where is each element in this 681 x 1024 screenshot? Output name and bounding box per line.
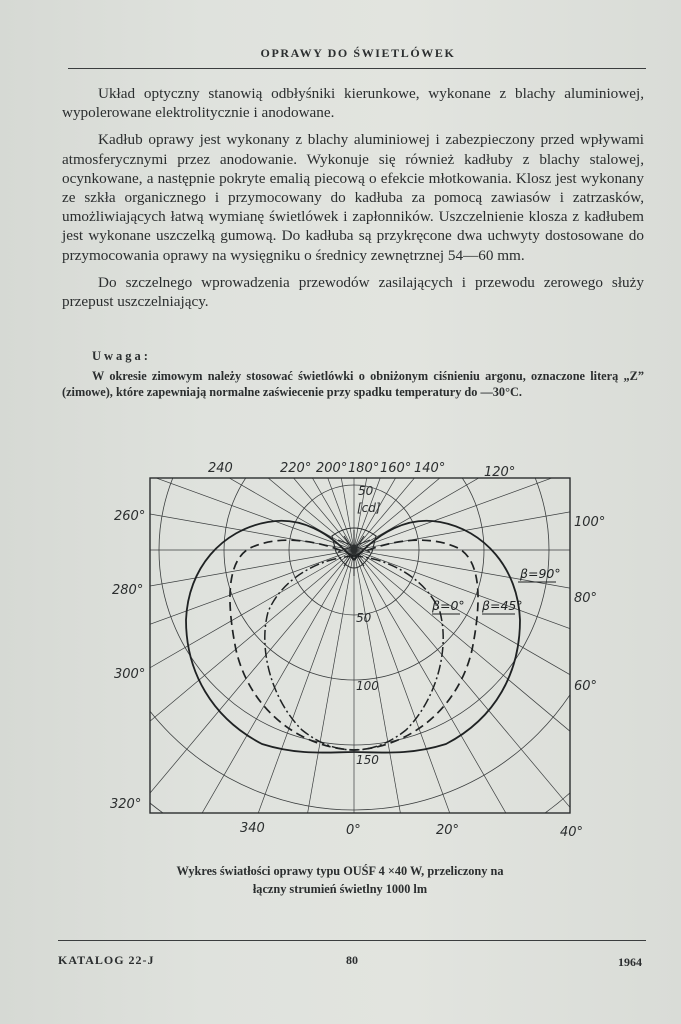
angle-label-140: 140°: [414, 461, 446, 476]
footer-rule: [58, 940, 646, 941]
angle-label-220: 220°: [280, 461, 312, 476]
angle-label-320: 320°: [110, 797, 142, 812]
note-text: [62, 368, 644, 400]
radial-label-50: 50: [356, 611, 372, 625]
radial-label-50-top: 50: [358, 484, 374, 498]
body-text: [62, 84, 644, 319]
note-title: Uwaga:: [92, 349, 151, 363]
grid-spoke: [149, 550, 354, 1024]
polar-intensity-diagram: [100, 452, 606, 842]
radial-label-100: 100: [356, 679, 379, 693]
angle-label-200: 200°: [316, 461, 348, 476]
curve-label-beta-90: β=90°: [520, 566, 561, 581]
angle-label-0: 0°: [346, 823, 361, 838]
paragraph-wiring: Do szczelnego wprowadzenia przewodów zasilających i przewodu zerowego służy przepust uszczelniający.: [62, 273, 644, 311]
header-rule: [68, 68, 646, 69]
angle-label-60: 60°: [574, 679, 598, 694]
catalog-label: KATALOG 22-J: [58, 953, 155, 967]
paragraph-optics: Układ optyczny stanowią odbłyśniki kierunkowe, wykonane z blachy aluminiowej, wypolerowane elektrolitycznie i anodowane.: [62, 85, 644, 122]
angle-label-40: 40°: [560, 825, 584, 840]
angle-label-160: 160°: [380, 461, 412, 476]
radial-label-150: 150: [356, 753, 379, 767]
curve-label-beta-45: β=45°: [482, 598, 523, 613]
angle-label-180: 180°: [348, 461, 380, 476]
angle-label-260: 260°: [114, 509, 146, 524]
diagram-caption: [100, 862, 580, 898]
unit-label: [cd]: [357, 501, 381, 515]
grid-spoke: [0, 550, 354, 654]
angle-label-120: 120°: [484, 465, 516, 480]
angle-label-300: 300°: [114, 667, 146, 682]
grid-spoke: [354, 550, 559, 1024]
angle-label-280: 280°: [112, 583, 144, 598]
angle-label-340: 340: [240, 821, 265, 836]
angle-label-80: 80°: [574, 591, 598, 606]
curve-label-beta-0: β=0°: [432, 598, 465, 613]
year-label: 1964: [618, 955, 642, 969]
page-header: OPRAWY DO ŚWIETLÓWEK: [260, 46, 456, 60]
angle-label-100: 100°: [574, 515, 606, 530]
caption-line-1: Wykres światłości oprawy typu OUŚF 4 ×40 W, przeliczony na: [176, 864, 504, 878]
angle-label-20: 20°: [436, 823, 460, 838]
grid-spoke: [354, 550, 654, 1024]
page-number: 80: [346, 953, 358, 967]
caption-line-2: łączny strumień świetlny 1000 lm: [252, 882, 428, 896]
paragraph-housing: Kadłub oprawy jest wykonany z blachy aluminiowej i zabezpieczony przed wpływami atmosferycznymi przez anodowanie. Wykonuje się również kadłuby z blachy stalowej, ocynkowane, a następnie pokryte emalią piecową o efekcie młotkowania. Klosz jest wykonany ze szkła organicznego i przymocowany do kadłuba za pomocą zawiasów i zatrzasków, umożliwiających łatwą wymianę świetlówek i zapłonników. Uszczelnienie klosza z kadłubem jest wykonane uszczelką gumową. Do kadłuba są przykręcone dwa uchwyty dostosowane do przymocowania oprawy na wysięgniku o średnicy zewnętrznej 54—60 mm.: [62, 131, 644, 264]
note-body: W okresie zimowym należy stosować świetlówki o obniżonym ciśnieniu argonu, oznaczone literą „Z” (zimowe), które zapewniają normalne zaświecenie przy spadku temperatury do —30°C.: [62, 369, 644, 399]
angle-label-240: 240: [208, 461, 233, 476]
